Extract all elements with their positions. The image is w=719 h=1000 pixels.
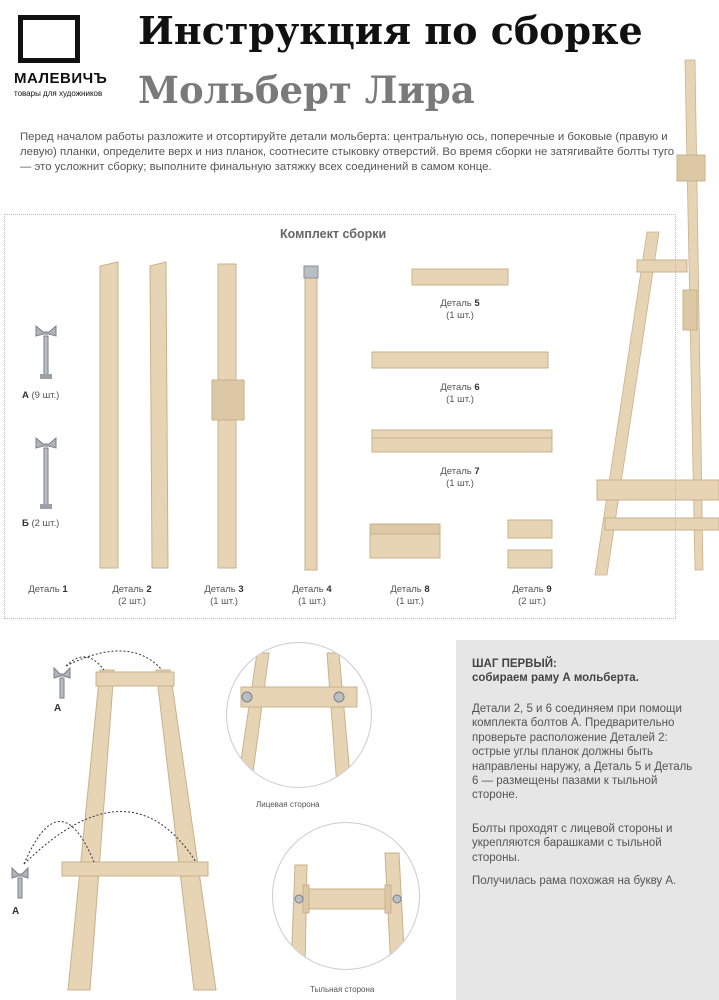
part-label-7: Деталь 7 (1 шт.) — [440, 466, 480, 489]
back-side-caption: Тыльная сторона — [310, 985, 375, 994]
intro-text: Перед началом работы разложите и отсортируйте детали мольберта: центральную ось, поперечные и боковые (правую и левую) планки, определите верх и низ планок, соотнесите стыковку отверстий. Во время сборки не затягивайте болты туго — это усложнит сборку; выполните финальную затяжку всех соединений в самом конце. — [20, 131, 675, 173]
kit-title: Комплект сборки — [280, 227, 387, 241]
step-panel — [456, 640, 719, 1000]
front-side-caption: Лицевая сторона — [256, 800, 320, 809]
bolt-a-label: А (9 шт.) — [22, 390, 60, 401]
part-label-2: Деталь 2 (2 шт.) — [112, 584, 152, 607]
bolt-b-label: Б (2 шт.) — [22, 518, 60, 529]
part-label-1: Деталь 1 — [28, 584, 68, 595]
back-side-detail — [272, 822, 420, 970]
page-title: Инструкция по сборке — [138, 8, 643, 53]
bolt-a-icon — [34, 322, 58, 382]
step-heading: ШАГ ПЕРВЫЙ: собираем раму А мольберта. — [472, 658, 639, 684]
step-text-2: Болты проходят с лицевой стороны и укрепляются барашками с тыльной стороны. — [472, 823, 673, 864]
front-side-detail — [226, 642, 372, 788]
bolt-b-icon — [34, 434, 58, 512]
part-6-illustration — [370, 348, 550, 372]
logo-mark — [18, 15, 80, 63]
part-5-illustration — [410, 266, 510, 290]
part-label-6: Деталь 6 (1 шт.) — [440, 382, 480, 405]
logo-tagline: товары для художников — [14, 89, 103, 98]
part-7-illustration — [370, 426, 554, 456]
part-label-9: Деталь 9 (2 шт.) — [512, 584, 552, 607]
step-text-3: Получилась рама похожая на букву А. — [472, 875, 677, 887]
part-label-5: Деталь 5 (1 шт.) — [440, 298, 480, 321]
frame-a-diagram — [10, 640, 250, 1000]
part-label-3: Деталь 3 (1 шт.) — [204, 584, 244, 607]
part-2-illustration — [98, 262, 178, 572]
part-3-illustration — [210, 262, 250, 572]
diagram-bolt-label-bottom: А — [12, 906, 20, 917]
part-4-illustration — [300, 264, 324, 574]
logo-name: МАЛЕВИЧЪ — [14, 70, 108, 87]
step-text-1: Детали 2, 5 и 6 соединяем при помощи комплекта болтов А. Предварительно проверьте расположение Деталей 2: острые углы планок должны быть направлены наружу, а Деталь 5 и Деталь 6 — размещены пазами к тыльной стороне. — [472, 703, 693, 802]
part-label-4: Деталь 4 (1 шт.) — [292, 584, 332, 607]
page-subtitle: Мольберт Лира — [138, 68, 475, 112]
part-label-8: Деталь 8 (1 шт.) — [390, 584, 430, 607]
part-8-illustration — [366, 520, 446, 564]
diagram-bolt-label-top: А — [54, 703, 62, 714]
part-9-illustration — [504, 516, 556, 574]
